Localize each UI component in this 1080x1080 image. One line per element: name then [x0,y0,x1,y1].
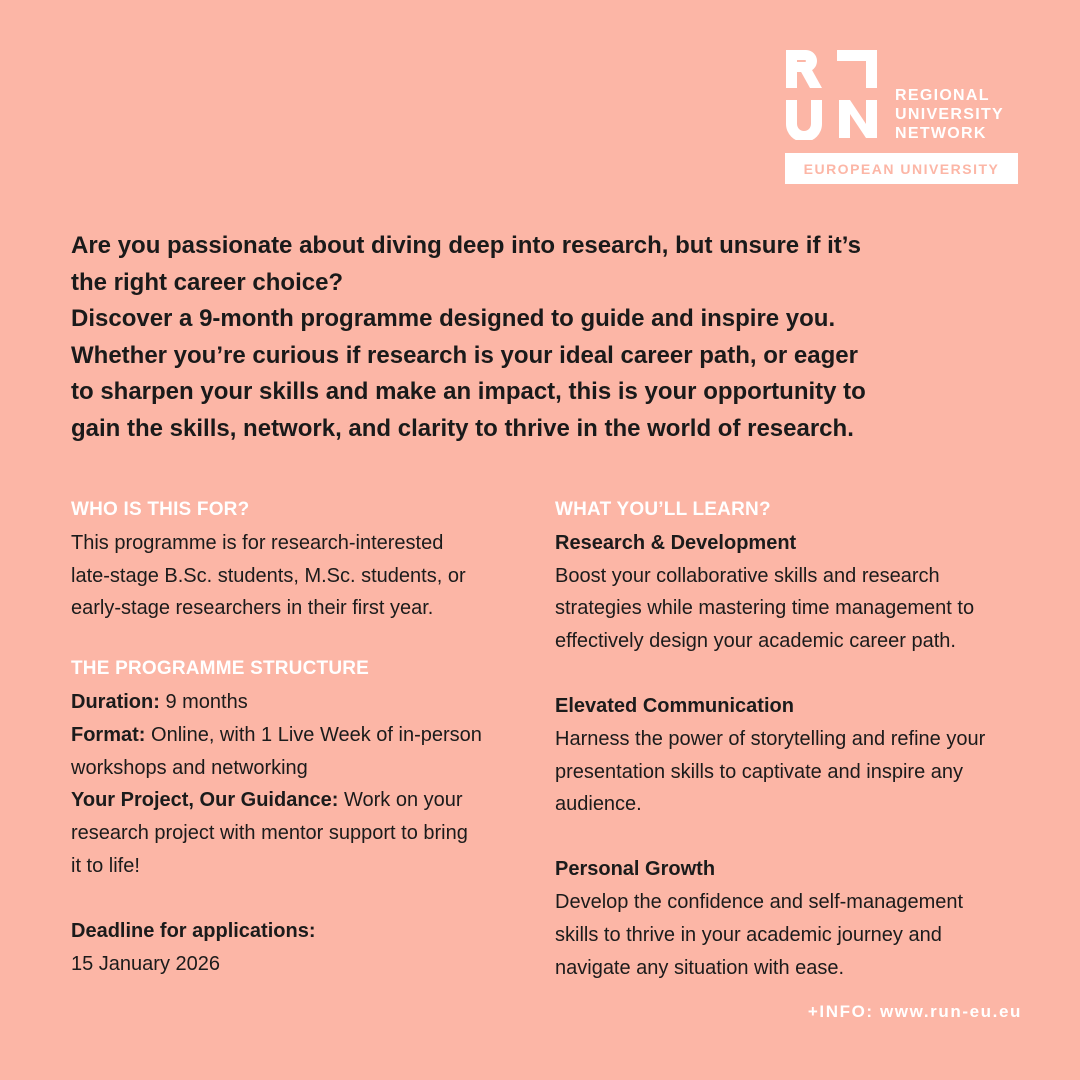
intro-text [71,228,1001,447]
format-row [71,719,531,752]
left-column [71,494,531,980]
intro-line: gain the skills, network, and clarity to thrive in the world of research. [71,414,854,442]
learn-item-line: Harness the power of storytelling and refine your [555,727,986,750]
project-value-cont: research project with mentor support to bring [71,822,468,845]
project-value: Work on your [338,789,463,812]
learn-item-line: audience. [555,793,642,816]
who-line: This programme is for research-interested [71,531,444,554]
learn-item-title [555,690,1030,723]
learn-item-line: Develop the confidence and self-management [555,890,964,913]
learn-heading: WHAT YOU’LL LEARN? [555,499,771,520]
logo-word: REGIONAL [895,87,990,104]
learn-item-line: skills to thrive in your academic journey and [555,923,942,946]
intro-line: Discover a 9-month programme designed to guide and inspire you. [71,305,836,332]
intro-line: the right career choice? [71,268,344,296]
project-value-cont: it to life! [71,854,140,877]
info-link[interactable]: +INFO: www.run-eu.eu [807,1002,1022,1021]
learn-item-line: strategies while mastering time management to [555,597,975,620]
deadline-date: 15 January 2026 [71,952,221,975]
who-line: early-stage researchers in their first year. [71,597,434,620]
duration-row [71,686,531,719]
learn-title-text: Personal Growth [555,858,716,881]
format-label: Format: [71,723,146,746]
logo-wordmark [895,86,1004,143]
run-eu-logo [784,48,1020,184]
learn-item-line: Boost your collaborative skills and research [555,564,940,587]
logo-european-university-bar: EUROPEAN UNIVERSITY [785,153,1018,184]
learn-item-line: navigate any situation with ease. [555,956,845,979]
deadline-label [71,915,531,948]
who-line: late-stage B.Sc. students, M.Sc. students, or [71,564,466,587]
learn-title-text: Elevated Communication [555,694,794,717]
intro-line: to sharpen your skills and make an impact, this is your opportunity to [71,378,866,405]
intro-line: Whether you’re curious if research is your ideal career path, or eager [71,341,858,369]
logo-word: NETWORK [895,125,987,142]
deadline-label-text: Deadline for applications: [71,919,316,942]
format-value-cont: workshops and networking [71,756,308,779]
format-value: Online, with 1 Live Week of in-person [145,723,482,746]
learn-item-line: presentation skills to captivate and inspire any [555,760,964,783]
logo-word: UNIVERSITY [895,106,1005,123]
learn-item-line: effectively design your academic career path. [555,630,956,653]
learn-item-title [555,527,1030,560]
structure-heading: THE PROGRAMME STRUCTURE [71,658,370,680]
who-heading: WHO IS THIS FOR? [71,499,250,520]
learn-title-text: Research & Development [555,531,797,554]
intro-line: Are you passionate about diving deep into research, but unsure if it’s [71,232,861,259]
project-row [71,784,531,817]
duration-value: 9 months [159,690,248,713]
run-logo-mark [784,48,884,140]
learn-item-title [555,853,1030,886]
right-column [555,494,1030,984]
project-label: Your Project, Our Guidance: [71,789,339,812]
duration-label: Duration: [71,690,160,713]
